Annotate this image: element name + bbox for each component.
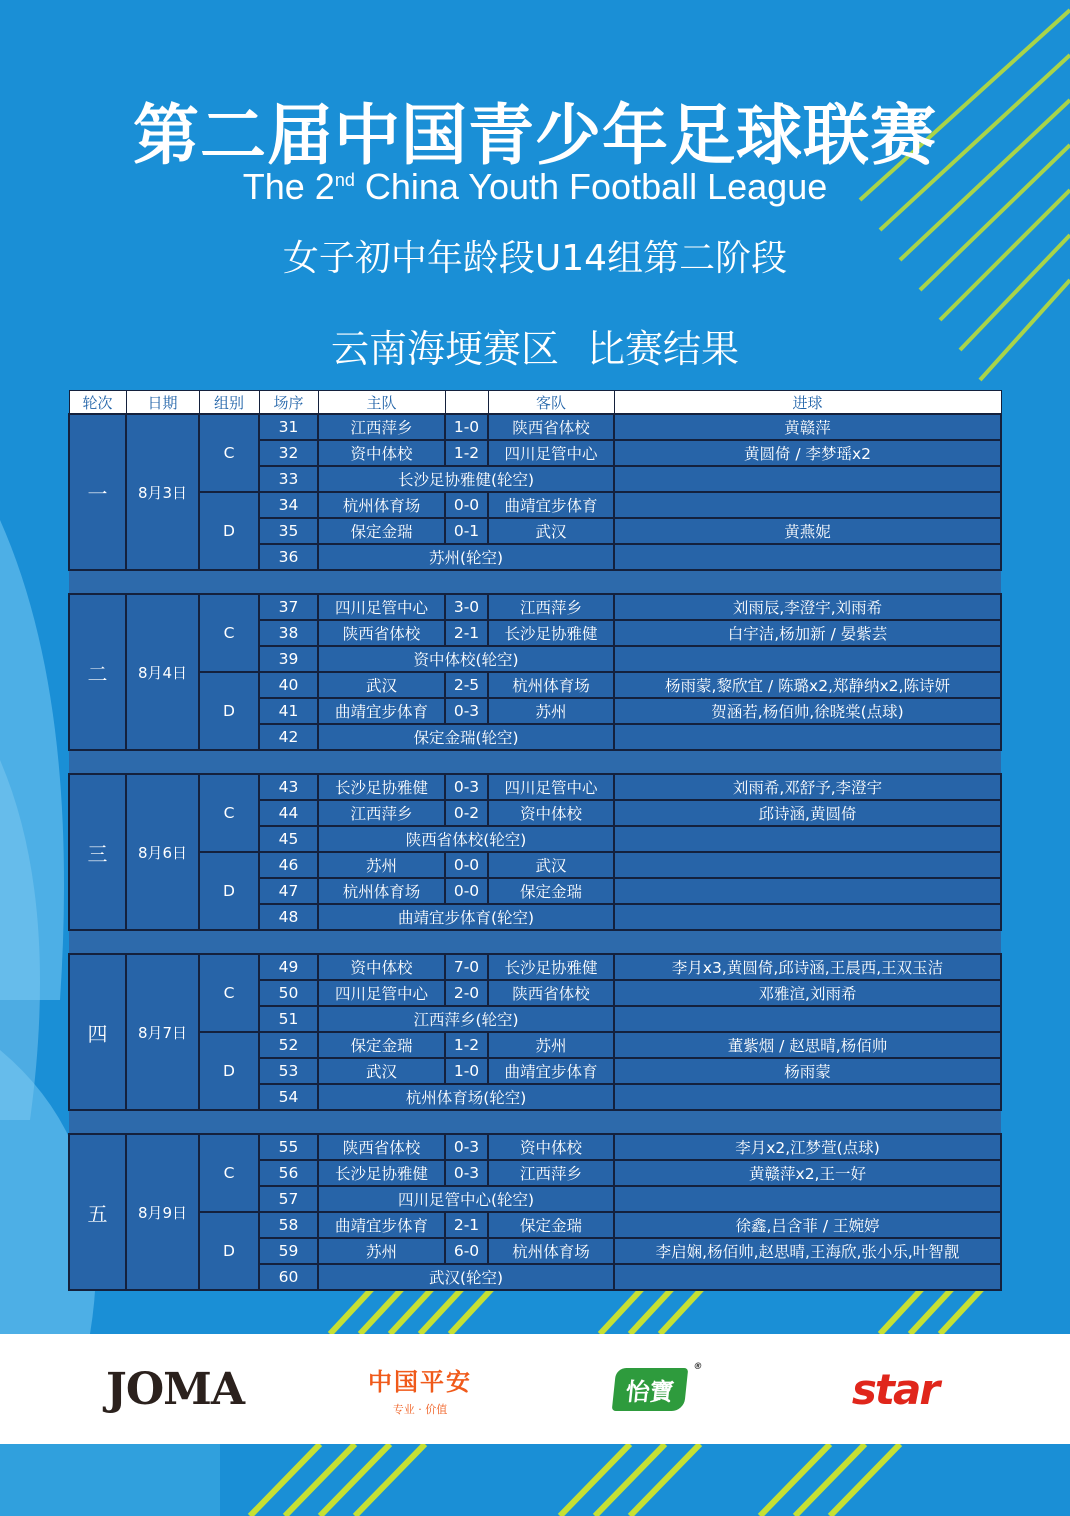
table-row [69, 1032, 1001, 1058]
results-body [69, 414, 1001, 1290]
header-score [445, 391, 488, 415]
home-team-cell: 杭州体育场 [318, 492, 445, 518]
separator-cell [69, 1110, 1001, 1134]
match-no-cell: 57 [259, 1186, 318, 1212]
group-cell: D [199, 852, 259, 930]
away-team-cell: 苏州 [488, 1032, 614, 1058]
match-no-cell: 38 [259, 620, 318, 646]
table-row [69, 492, 1001, 518]
header-date: 日期 [126, 391, 199, 415]
region-name: 云南海埂赛区 [330, 327, 559, 371]
title-english-sup: nd [334, 170, 355, 190]
score-cell: 7-0 [445, 954, 488, 980]
match-no-cell: 40 [259, 672, 318, 698]
match-no-cell: 51 [259, 1006, 318, 1032]
region-heading [0, 318, 1070, 373]
round-cell: 三 [69, 774, 126, 930]
away-team-cell: 江西萍乡 [488, 1160, 614, 1186]
goals-cell: 李月x2,江梦萱(点球) [614, 1134, 1001, 1160]
match-no-cell: 52 [259, 1032, 318, 1058]
round-cell: 二 [69, 594, 126, 750]
away-team-cell: 长沙足协雅健 [488, 620, 614, 646]
goals-cell [614, 544, 1001, 570]
subtitle: 女子初中年龄段U14组第二阶段 [282, 238, 788, 279]
match-no-cell: 46 [259, 852, 318, 878]
bye-cell: 长沙足协雅健(轮空) [318, 466, 614, 492]
match-no-cell: 47 [259, 878, 318, 904]
match-no-cell: 50 [259, 980, 318, 1006]
home-team-cell: 长沙足协雅健 [318, 1160, 445, 1186]
match-no-cell: 53 [259, 1058, 318, 1084]
match-no-cell: 35 [259, 518, 318, 544]
bye-cell: 武汉(轮空) [318, 1264, 614, 1290]
score-cell: 1-0 [445, 414, 488, 440]
match-no-cell: 36 [259, 544, 318, 570]
results-label: 比赛结果 [587, 327, 740, 371]
yibao-text: 怡寶 [624, 1377, 676, 1406]
header-away: 客队 [488, 391, 614, 415]
goals-cell [614, 1006, 1001, 1032]
date-cell: 8月3日 [126, 414, 199, 570]
group-cell: D [199, 1212, 259, 1290]
score-cell: 3-0 [445, 594, 488, 620]
table-header-row [69, 391, 1001, 415]
separator-cell [69, 930, 1001, 954]
score-cell: 1-0 [445, 1058, 488, 1084]
pingan-slogan: 专业 · 价值 [392, 1402, 448, 1416]
away-team-cell: 陕西省体校 [488, 414, 614, 440]
home-team-cell: 曲靖宜步体育 [318, 698, 445, 724]
match-no-cell: 41 [259, 698, 318, 724]
round-cell: 一 [69, 414, 126, 570]
score-cell: 0-0 [445, 852, 488, 878]
bye-cell: 陕西省体校(轮空) [318, 826, 614, 852]
goals-cell [614, 904, 1001, 930]
goals-cell: 邱诗涵,黄圆倚 [614, 800, 1001, 826]
home-team-cell: 江西萍乡 [318, 414, 445, 440]
away-team-cell: 四川足管中心 [488, 774, 614, 800]
group-cell: D [199, 492, 259, 570]
separator-cell [69, 570, 1001, 594]
round-cell: 四 [69, 954, 126, 1110]
header-home: 主队 [318, 391, 445, 415]
match-no-cell: 59 [259, 1238, 318, 1264]
away-team-cell: 资中体校 [488, 1134, 614, 1160]
home-team-cell: 长沙足协雅健 [318, 774, 445, 800]
home-team-cell: 苏州 [318, 1238, 445, 1264]
round-cell: 五 [69, 1134, 126, 1290]
results-table [68, 390, 1002, 1291]
score-cell: 0-0 [445, 878, 488, 904]
separator-cell [69, 750, 1001, 774]
round-separator [69, 930, 1001, 954]
title-english-pre: The 2 [242, 166, 335, 207]
match-no-cell: 33 [259, 466, 318, 492]
score-cell: 0-3 [445, 1160, 488, 1186]
title-english [0, 166, 1070, 208]
group-cell: C [199, 414, 259, 492]
title-chinese: 第二届中国青少年足球联赛 [133, 97, 937, 174]
date-cell: 8月4日 [126, 594, 199, 750]
goals-cell: 杨雨蒙 [614, 1058, 1001, 1084]
bye-cell: 曲靖宜步体育(轮空) [318, 904, 614, 930]
home-team-cell: 资中体校 [318, 954, 445, 980]
date-cell: 8月6日 [126, 774, 199, 930]
bye-cell: 苏州(轮空) [318, 544, 614, 570]
match-no-cell: 44 [259, 800, 318, 826]
yibao-logo [590, 1334, 710, 1444]
match-no-cell: 42 [259, 724, 318, 750]
home-team-cell: 江西萍乡 [318, 800, 445, 826]
away-team-cell: 杭州体育场 [488, 672, 614, 698]
joma-logo [95, 1334, 255, 1444]
sponsor-bar [0, 1334, 1070, 1444]
goals-cell [614, 878, 1001, 904]
table-row [69, 954, 1001, 980]
match-no-cell: 37 [259, 594, 318, 620]
match-no-cell: 34 [259, 492, 318, 518]
goals-cell: 李启娴,杨佰帅,赵思晴,王海欣,张小乐,叶智靓 [614, 1238, 1001, 1264]
home-team-cell: 保定金瑞 [318, 1032, 445, 1058]
goals-cell: 李月x3,黄圆倚,邱诗涵,王晨西,王双玉洁 [614, 954, 1001, 980]
score-cell: 0-3 [445, 1134, 488, 1160]
table-row [69, 672, 1001, 698]
score-cell: 0-2 [445, 800, 488, 826]
table-row [69, 1134, 1001, 1160]
registered-mark: ® [692, 1361, 703, 1372]
goals-cell: 邓雅渲,刘雨希 [614, 980, 1001, 1006]
score-cell: 6-0 [445, 1238, 488, 1264]
home-team-cell: 陕西省体校 [318, 1134, 445, 1160]
home-team-cell: 四川足管中心 [318, 980, 445, 1006]
round-separator [69, 1110, 1001, 1134]
joma-logo-text: JOMA [106, 1363, 244, 1415]
header-group: 组别 [199, 391, 259, 415]
goals-cell [614, 724, 1001, 750]
away-team-cell: 保定金瑞 [488, 1212, 614, 1238]
away-team-cell: 武汉 [488, 852, 614, 878]
score-cell: 1-2 [445, 440, 488, 466]
pingan-logo [345, 1334, 495, 1444]
bye-cell: 资中体校(轮空) [318, 646, 614, 672]
score-cell: 0-3 [445, 698, 488, 724]
score-cell: 0-3 [445, 774, 488, 800]
goals-cell [614, 1084, 1001, 1110]
table-row [69, 594, 1001, 620]
header-round: 轮次 [69, 391, 126, 415]
away-team-cell: 长沙足协雅健 [488, 954, 614, 980]
score-cell: 2-5 [445, 672, 488, 698]
goals-cell: 徐鑫,吕含菲 / 王婉婷 [614, 1212, 1001, 1238]
goals-cell: 黄赣萍x2,王一好 [614, 1160, 1001, 1186]
score-cell: 2-0 [445, 980, 488, 1006]
header-match-no: 场序 [259, 391, 318, 415]
goals-cell: 刘雨辰,李澄宇,刘雨希 [614, 594, 1001, 620]
away-team-cell: 苏州 [488, 698, 614, 724]
table-row [69, 774, 1001, 800]
score-cell: 0-1 [445, 518, 488, 544]
away-team-cell: 曲靖宜步体育 [488, 492, 614, 518]
goals-cell [614, 492, 1001, 518]
goals-cell: 刘雨希,邓舒予,李澄宇 [614, 774, 1001, 800]
match-no-cell: 48 [259, 904, 318, 930]
away-team-cell: 曲靖宜步体育 [488, 1058, 614, 1084]
home-team-cell: 苏州 [318, 852, 445, 878]
goals-cell: 白宇洁,杨加新 / 晏紫芸 [614, 620, 1001, 646]
goals-cell: 贺涵若,杨佰帅,徐晓棠(点球) [614, 698, 1001, 724]
home-team-cell: 曲靖宜步体育 [318, 1212, 445, 1238]
goals-cell: 黄圆倚 / 李梦瑶x2 [614, 440, 1001, 466]
score-cell: 1-2 [445, 1032, 488, 1058]
away-team-cell: 资中体校 [488, 800, 614, 826]
away-team-cell: 四川足管中心 [488, 440, 614, 466]
match-no-cell: 58 [259, 1212, 318, 1238]
goals-cell: 黄赣萍 [614, 414, 1001, 440]
bye-cell: 江西萍乡(轮空) [318, 1006, 614, 1032]
match-no-cell: 55 [259, 1134, 318, 1160]
group-cell: C [199, 1134, 259, 1212]
header-goals: 进球 [614, 391, 1001, 415]
group-cell: C [199, 774, 259, 852]
bye-cell: 四川足管中心(轮空) [318, 1186, 614, 1212]
goals-cell [614, 646, 1001, 672]
score-cell: 2-1 [445, 1212, 488, 1238]
table-row [69, 852, 1001, 878]
table-row [69, 1212, 1001, 1238]
match-no-cell: 43 [259, 774, 318, 800]
star-logo-text: star [851, 1364, 939, 1414]
home-team-cell: 保定金瑞 [318, 518, 445, 544]
goals-cell [614, 466, 1001, 492]
match-no-cell: 39 [259, 646, 318, 672]
round-separator [69, 570, 1001, 594]
away-team-cell: 杭州体育场 [488, 1238, 614, 1264]
away-team-cell: 江西萍乡 [488, 594, 614, 620]
title-english-post: China Youth Football League [354, 166, 828, 207]
goals-cell: 杨雨蒙,黎欣宜 / 陈璐x2,郑静纳x2,陈诗妍 [614, 672, 1001, 698]
home-team-cell: 武汉 [318, 672, 445, 698]
away-team-cell: 保定金瑞 [488, 878, 614, 904]
yibao-badge [612, 1361, 703, 1411]
star-logo [805, 1334, 985, 1444]
home-team-cell: 杭州体育场 [318, 878, 445, 904]
goals-cell [614, 826, 1001, 852]
match-no-cell: 60 [259, 1264, 318, 1290]
match-no-cell: 45 [259, 826, 318, 852]
table-row [69, 414, 1001, 440]
score-cell: 0-0 [445, 492, 488, 518]
away-team-cell: 武汉 [488, 518, 614, 544]
match-no-cell: 32 [259, 440, 318, 466]
home-team-cell: 资中体校 [318, 440, 445, 466]
group-cell: D [199, 672, 259, 750]
goals-cell [614, 852, 1001, 878]
round-separator [69, 750, 1001, 774]
home-team-cell: 四川足管中心 [318, 594, 445, 620]
match-no-cell: 56 [259, 1160, 318, 1186]
away-team-cell: 陕西省体校 [488, 980, 614, 1006]
goals-cell: 黄燕妮 [614, 518, 1001, 544]
home-team-cell: 武汉 [318, 1058, 445, 1084]
date-cell: 8月7日 [126, 954, 199, 1110]
bye-cell: 保定金瑞(轮空) [318, 724, 614, 750]
group-cell: D [199, 1032, 259, 1110]
group-cell: C [199, 954, 259, 1032]
group-cell: C [199, 594, 259, 672]
goals-cell [614, 1264, 1001, 1290]
match-no-cell: 31 [259, 414, 318, 440]
match-no-cell: 49 [259, 954, 318, 980]
match-no-cell: 54 [259, 1084, 318, 1110]
pingan-name: 中国平安 [368, 1367, 472, 1396]
goals-cell: 董紫烟 / 赵思晴,杨佰帅 [614, 1032, 1001, 1058]
date-cell: 8月9日 [126, 1134, 199, 1290]
bye-cell: 杭州体育场(轮空) [318, 1084, 614, 1110]
goals-cell [614, 1186, 1001, 1212]
score-cell: 2-1 [445, 620, 488, 646]
home-team-cell: 陕西省体校 [318, 620, 445, 646]
